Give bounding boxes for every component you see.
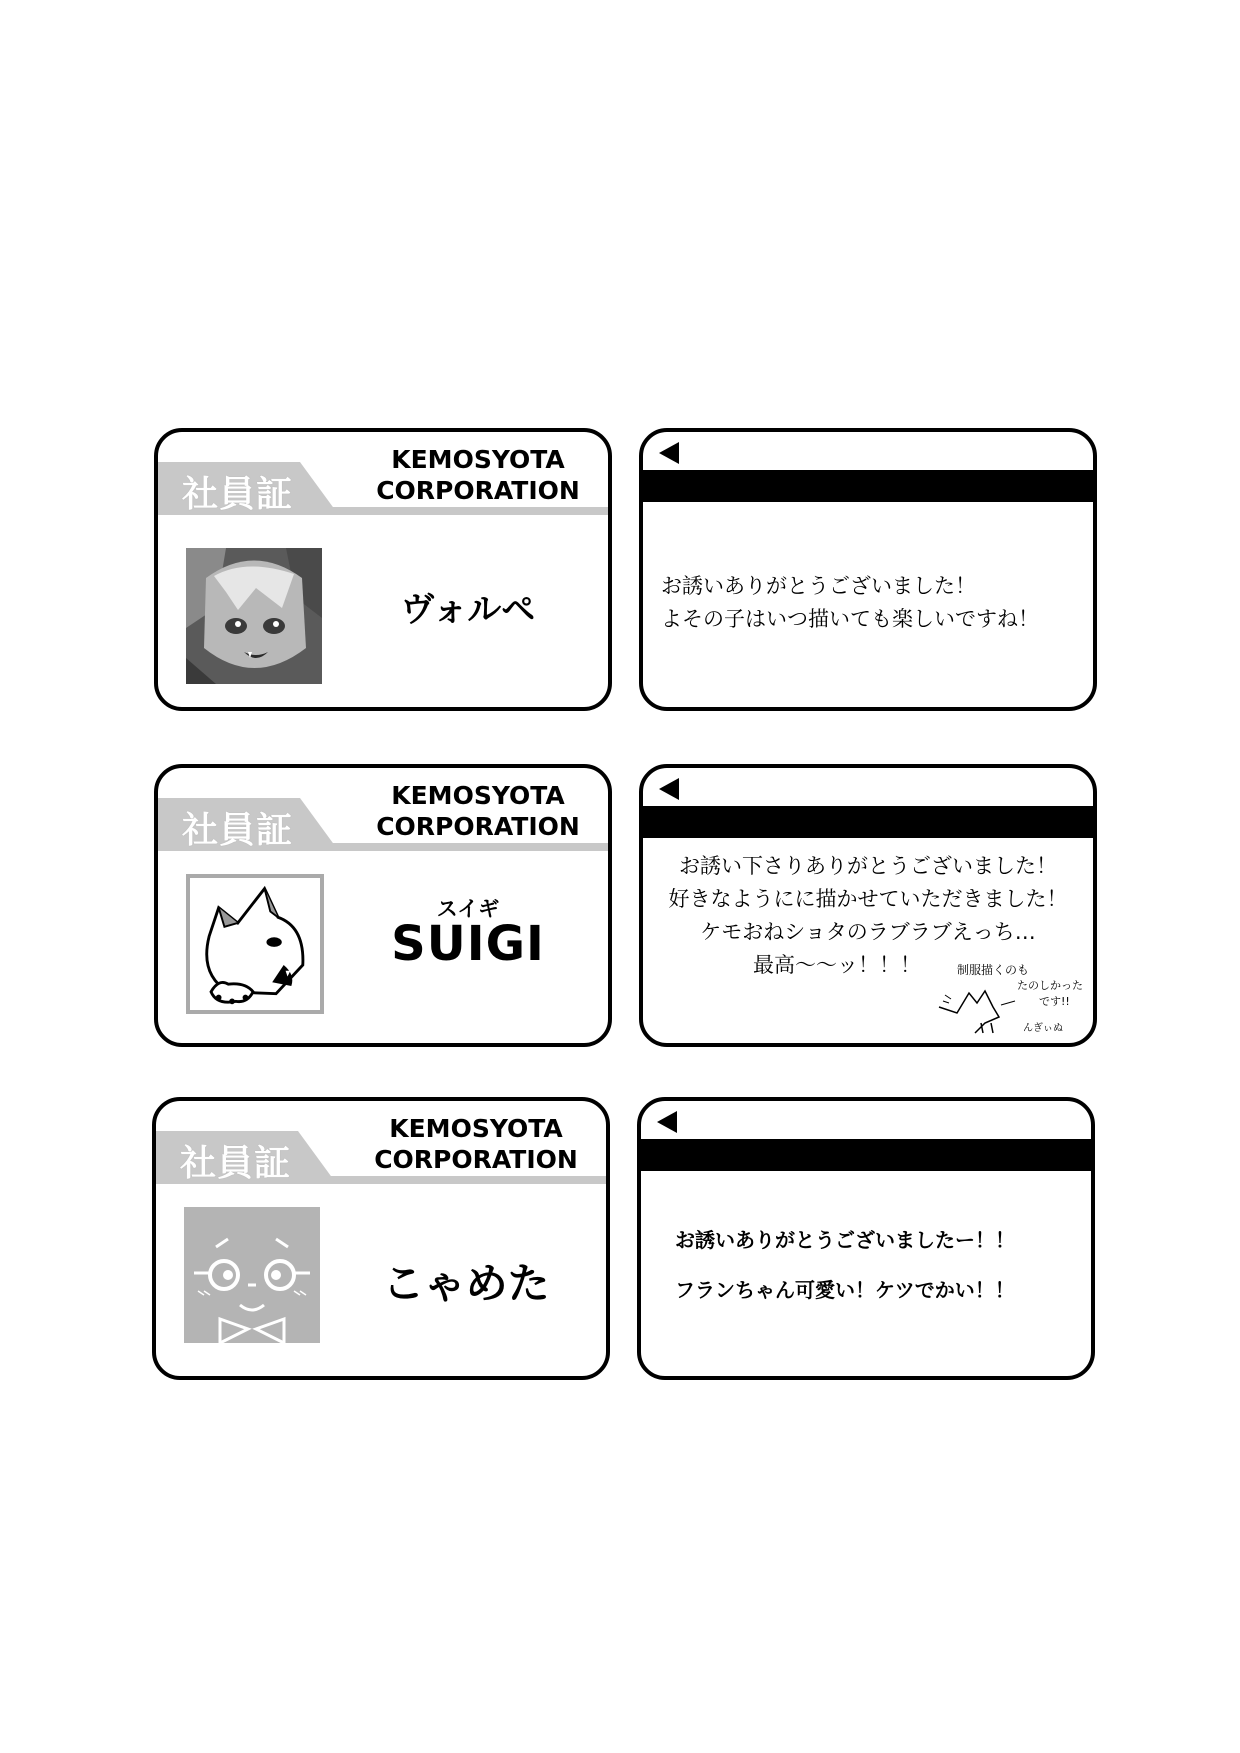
message-text <box>675 1215 1073 1315</box>
arrow-left-icon <box>659 778 679 800</box>
fox-girl-portrait-icon <box>186 548 322 684</box>
company-line-1: KEMOSYOTA <box>391 445 565 474</box>
employee-name-ruby: スイギ <box>436 897 500 921</box>
company-line-2: CORPORATION <box>376 476 580 505</box>
id-card-front <box>154 428 612 711</box>
message-line: フランちゃん可愛い！ケツでかい！！ <box>675 1278 1015 1302</box>
message-text <box>661 570 1075 636</box>
id-card-front <box>152 1097 610 1380</box>
company-name <box>358 780 598 842</box>
employee-name: こゃめた <box>382 1259 550 1308</box>
magnetic-stripe <box>643 470 1093 502</box>
cat-face-portrait-icon <box>184 1207 320 1343</box>
company-line-2: CORPORATION <box>376 812 580 841</box>
message-line: お誘い下さりありがとうございました！ <box>679 854 1057 878</box>
id-label-text: 社員証 <box>180 1143 292 1184</box>
id-card-front <box>154 764 612 1047</box>
doodle-note: です!! <box>1039 995 1070 1008</box>
magnetic-stripe <box>641 1139 1091 1171</box>
wolf-doodle-icon <box>935 961 1085 1037</box>
message-line: 最高〜〜ッ！！！ <box>753 953 921 977</box>
message-line: お誘いありがとうございました！ <box>661 574 976 598</box>
arrow-left-icon <box>657 1111 677 1133</box>
id-label-text: 社員証 <box>182 810 294 851</box>
message-line: 好きなようにに描かせていただきました！ <box>668 887 1068 911</box>
id-card-back <box>639 428 1097 711</box>
magnetic-stripe <box>643 806 1093 838</box>
doodle-note: たのしかった <box>1017 979 1083 992</box>
company-line-2: CORPORATION <box>374 1145 578 1174</box>
company-name <box>356 1113 596 1175</box>
doodle-note: 制服描くのも <box>957 963 1030 977</box>
employee-name: SUIGI <box>391 916 545 972</box>
company-line-1: KEMOSYOTA <box>389 1114 563 1143</box>
arrow-left-icon <box>659 442 679 464</box>
message-line: お誘いありがとうございましたー！！ <box>675 1228 1015 1252</box>
id-label-text: 社員証 <box>182 474 294 515</box>
message-line: ケモおねショタのラブラブえっち… <box>700 920 1036 944</box>
message-line: よその子はいつ描いても楽しいですね！ <box>661 607 1039 631</box>
wolf-character-portrait-icon <box>186 874 324 1014</box>
employee-name: ヴォルペ <box>400 590 536 630</box>
id-card-back <box>637 1097 1095 1380</box>
company-line-1: KEMOSYOTA <box>391 781 565 810</box>
id-card-back <box>639 764 1097 1047</box>
doodle-note: んぎぃぬ <box>1023 1023 1063 1034</box>
company-name <box>358 444 598 506</box>
